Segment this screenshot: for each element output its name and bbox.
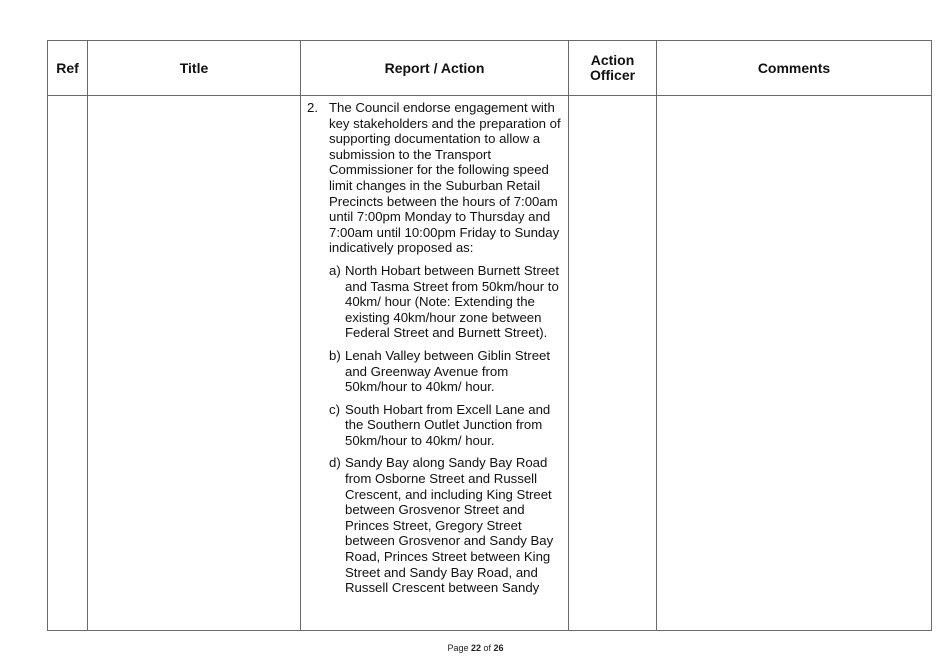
- list-item-letter: b): [329, 347, 341, 363]
- list-item-letter: a): [329, 262, 341, 278]
- list-item-text: Lenah Valley between Giblin Street and Greenway Avenue from 50km/hour to 40km/ hour.: [345, 347, 551, 395]
- page-of-label: of: [483, 643, 492, 653]
- list-item-letter: d): [329, 455, 341, 471]
- list-item: [329, 402, 562, 449]
- header-action-officer-line1: Action: [590, 52, 635, 68]
- total-page-count: 26: [493, 643, 504, 653]
- list-item-text: North Hobart between Burnett Street and Tasma Street from 50km/hour to 40km/ hour (Note: Extending the existing 40km/hour zone between Federal Street and Burnett Street).: [345, 262, 560, 341]
- list-item: [329, 348, 562, 395]
- report-action-cell: [301, 96, 569, 631]
- header-ref: Ref: [48, 41, 88, 96]
- ref-cell: [48, 96, 88, 631]
- header-action-officer: [569, 41, 657, 96]
- list-item: [329, 263, 562, 341]
- list-item-text: Sandy Bay along Sandy Bay Road from Osborne Street and Russell Crescent, and including King Street between Grosvenor Street and Princes Street, Gregory Street between Grosvenor and Sandy Bay Road, Princes Street between King Street and Sandy Bay Road, and Russell Crescent between Sandy: [345, 455, 554, 596]
- table-row: [48, 96, 932, 631]
- report-action-table: [47, 40, 932, 631]
- page-label: Page: [447, 643, 469, 653]
- table-header-row: [48, 41, 932, 96]
- recommendation-item: [307, 100, 562, 256]
- header-title: Title: [88, 41, 301, 96]
- recommendation-number: 2.: [307, 100, 318, 115]
- action-officer-cell: [569, 96, 657, 631]
- recommendation-text: The Council endorse engagement with key stakeholders and the preparation of supporting documentation to allow a submission to the Transport Commissioner for the following speed limit changes in the Suburban Retail Precincts between the hours of 7:00am until 7:00pm Monday to Thursday and 7:00am until 10:00pm Friday to Sunday indicatively proposed as:: [329, 100, 561, 256]
- list-item-letter: c): [329, 401, 340, 417]
- comments-cell: [657, 96, 932, 631]
- page-number-footer: [0, 643, 951, 653]
- header-comments: Comments: [657, 41, 932, 96]
- header-action-officer-line2: Officer: [589, 67, 636, 83]
- title-cell: [88, 96, 301, 631]
- list-item-text: South Hobart from Excell Lane and the Southern Outlet Junction from 50km/hour to 40km/ hour.: [345, 401, 551, 448]
- current-page-number: 22: [470, 643, 481, 653]
- header-report-action: Report / Action: [301, 41, 569, 96]
- report-action-content: [301, 96, 568, 630]
- recommendation-sublist: [329, 263, 562, 596]
- list-item: [329, 455, 562, 595]
